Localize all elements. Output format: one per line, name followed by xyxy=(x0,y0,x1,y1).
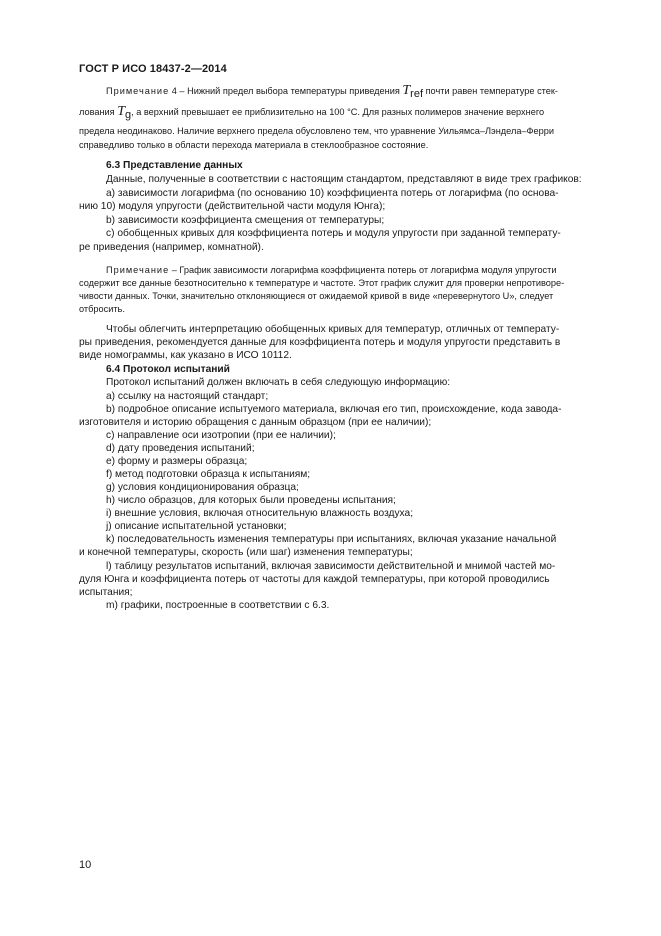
note4-line2-b: , а верхний превышает ее приблизительно на 100 °С. Для разных полимеров значение верхнего xyxy=(131,107,545,117)
note2-line2: содержит все данные безотносительно к температуре и частоте. Этот график служит для проверки непротиворе- xyxy=(79,278,565,288)
t-ref-symbol xyxy=(402,83,423,98)
list-item-a-line1: a) зависимости логарифма (по основанию 10) коэффициента потерь от логарифма (по основа- xyxy=(106,188,559,199)
report-item-m: m) графики, построенные в соответствии с 6.3. xyxy=(106,600,330,611)
report-item-e: e) форму и размеры образца; xyxy=(106,456,248,467)
paragraph-line1: Чтобы облегчить интерпретацию обобщенных кривых для температур, отличных от температу- xyxy=(106,324,560,335)
list-item-c-line1: c) обобщенных кривых для коэффициента потерь и модуля упругости при заданной температу- xyxy=(106,228,561,239)
note2-line1 xyxy=(106,265,557,275)
note4-line1 xyxy=(106,83,558,99)
report-item-h: h) число образцов, для которых были проведены испытания; xyxy=(106,495,396,506)
note2-label: Примечание xyxy=(106,265,170,275)
section-6-3-intro: Данные, полученные в соответствии с настоящим стандартом, представляют в виде трех графиков: xyxy=(106,174,582,185)
note4-line3: предела неодинаково. Наличие верхнего предела обусловлено тем, что уравнение Уильямса–Лэндела–Ферри xyxy=(79,126,554,136)
note4-line2-a: лования xyxy=(79,107,118,117)
note2-line4: отбросить. xyxy=(79,304,125,314)
report-item-l-line2: дуля Юнга и коэффициента потерь от частоты для каждой температуры, при которой проводились xyxy=(79,574,550,585)
t-ref-letter: T xyxy=(402,83,411,98)
report-item-i: i) внешние условия, включая относительную влажность воздуха; xyxy=(106,508,414,519)
note4-line1-a: 4 – Нижний предел выбора температуры приведения xyxy=(169,86,403,96)
report-item-l-line1: l) таблицу результатов испытаний, включая зависимости действительной и мнимой частей мо- xyxy=(106,561,556,572)
report-item-k-line1: k) последовательность изменения температуры при испытаниях, включая указание начальной xyxy=(106,534,557,545)
page-number: 10 xyxy=(79,859,92,871)
t-g-letter: T xyxy=(117,104,125,119)
report-item-c: c) направление оси изотропии (при ее наличии); xyxy=(106,430,336,441)
note4-line4: справедливо только в области перехода материала в стеклообразное состояние. xyxy=(79,140,429,150)
t-g-subscript: g xyxy=(125,109,132,121)
section-6-3-title: 6.3 Представление данных xyxy=(106,160,243,171)
note2-line1-text: – График зависимости логарифма коэффициента потерь от логарифма модуля упругости xyxy=(169,265,557,275)
report-item-f: f) метод подготовки образца к испытаниям; xyxy=(106,469,311,480)
note4-line1-b: почти равен температуре стек- xyxy=(423,86,558,96)
list-item-a-line2: нию 10) модуля упругости (действительной части модуля Юнга); xyxy=(79,201,386,212)
list-item-b: b) зависимости коэффициента смещения от температуры; xyxy=(106,215,385,226)
section-6-4-title: 6.4 Протокол испытаний xyxy=(106,364,230,375)
report-item-g: g) условия кондиционирования образца; xyxy=(106,482,299,493)
report-item-d: d) дату проведения испытаний; xyxy=(106,443,255,454)
t-ref-subscript: ref xyxy=(410,88,424,100)
paragraph-line3: виде номограммы, как указано в ИСО 10112. xyxy=(79,350,292,361)
report-item-b-line1: b) подробное описание испытуемого материала, включая его тип, происхождение, кода завода- xyxy=(106,404,562,415)
t-g-symbol xyxy=(117,104,131,119)
list-item-c-line2: ре приведения (например, комнатной). xyxy=(79,242,264,253)
report-item-b-line2: изготовителя и историю обращения с данным образцом (при ее наличии); xyxy=(79,417,432,428)
note2-line3: чивости данных. Точки, значительно отклоняющиеся от ожидаемой кривой в виде «перевернутого U», следует xyxy=(79,291,554,301)
standard-code: ГОСТ Р ИСО 18437-2—2014 xyxy=(79,63,227,75)
report-item-j: j) описание испытательной установки; xyxy=(106,521,287,532)
report-item-l-line3: испытания; xyxy=(79,587,133,598)
paragraph-line2: ры приведения, рекомендуется данные для коэффициента потерь и модуля упругости представить в xyxy=(79,337,561,348)
report-item-a: a) ссылку на настоящий стандарт; xyxy=(106,391,269,402)
report-item-k-line2: и конечной температуры, скорость (или шаг) изменения температуры; xyxy=(79,547,413,558)
note4-label: Примечание xyxy=(106,86,170,96)
note4-line2 xyxy=(79,104,544,120)
section-6-4-intro: Протокол испытаний должен включать в себя следующую информацию: xyxy=(106,377,451,388)
